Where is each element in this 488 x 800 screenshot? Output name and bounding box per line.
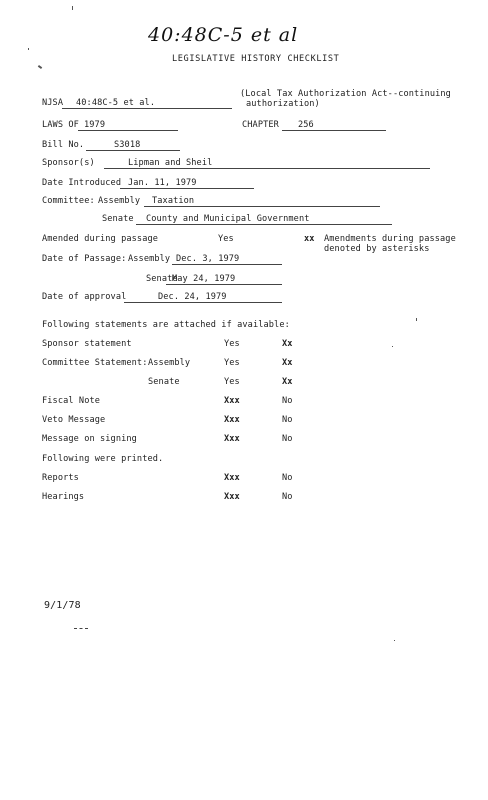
sponsors-label: Sponsor(s): [42, 158, 95, 168]
njsa-description: (Local Tax Authorization Act--continuing: [240, 89, 451, 99]
laws-of-label: LAWS OF: [42, 120, 79, 130]
statement-no: No: [282, 396, 293, 406]
bill-no-value: S3018: [114, 140, 141, 150]
statement-label: Committee Statement:: [42, 358, 148, 368]
passage-assembly-value: Dec. 3, 1979: [176, 254, 240, 264]
statement-no-struck: Xx: [282, 339, 293, 349]
laws-of-value: 1979: [84, 120, 106, 130]
statement-yes: Yes: [224, 358, 240, 368]
passage-label: Date of Passage:: [42, 254, 127, 264]
committee-senate-label: Senate: [102, 214, 134, 224]
approval-label: Date of approval: [42, 292, 127, 302]
scan-speck: [392, 346, 393, 347]
amended-note: Amendments during passage: [324, 234, 456, 244]
chapter-value: 256: [298, 120, 314, 130]
njsa-description-cont: authorization): [246, 99, 320, 109]
statement-yes: Yes: [224, 377, 240, 387]
njsa-label: NJSA: [42, 98, 64, 108]
printed-heading: Following were printed.: [42, 454, 164, 464]
scan-speck: [38, 65, 42, 69]
passage-assembly-label: Assembly: [128, 254, 171, 264]
approval-value: Dec. 24, 1979: [158, 292, 227, 302]
attached-heading: Following statements are attached if available:: [42, 320, 290, 330]
statement-label: Veto Message: [42, 415, 106, 425]
njsa-value: 40:48C-5 et al.: [76, 98, 156, 108]
committee-label: Committee:: [42, 196, 95, 206]
scan-speck: [28, 48, 29, 50]
passage-senate-value: May 24, 1979: [172, 274, 236, 284]
printed-no: No: [282, 473, 293, 483]
scan-speck: [416, 318, 417, 321]
chapter-label: CHAPTER: [242, 120, 279, 130]
amended-yes: Yes: [218, 234, 234, 244]
statement-no: No: [282, 434, 293, 444]
printed-yes-struck: Xxx: [224, 492, 240, 502]
committee-assembly-value: Taxation: [152, 196, 195, 206]
statement-no-struck: Xx: [282, 377, 293, 387]
statement-no-struck: Xx: [282, 358, 293, 368]
printed-no: No: [282, 492, 293, 502]
bill-no-label: Bill No.: [42, 140, 85, 150]
page-title: LEGISLATIVE HISTORY CHECKLIST: [172, 54, 340, 64]
sponsors-value: Lipman and Sheil: [128, 158, 213, 168]
footer-date: 9/1/78: [44, 600, 81, 611]
statement-label: Fiscal Note: [42, 396, 101, 406]
statement-no: No: [282, 415, 293, 425]
amended-note-cont: denoted by asterisks: [324, 244, 430, 254]
statement-sub-label: Assembly: [148, 358, 191, 368]
date-introduced-value: Jan. 11, 1979: [128, 178, 197, 188]
statement-sub-label: Senate: [148, 377, 180, 387]
scan-speck: [394, 640, 395, 641]
amended-label: Amended during passage: [42, 234, 159, 244]
scan-mark: [74, 628, 88, 629]
committee-senate-value: County and Municipal Government: [146, 214, 310, 224]
amended-no-struck: xx: [304, 234, 315, 244]
statement-yes-struck: Xxx: [224, 415, 240, 425]
printed-label: Reports: [42, 473, 79, 483]
statement-yes-struck: Xxx: [224, 434, 240, 444]
statement-yes-struck: Xxx: [224, 396, 240, 406]
statement-label: Sponsor statement: [42, 339, 132, 349]
committee-assembly-label: Assembly: [98, 196, 141, 206]
printed-yes-struck: Xxx: [224, 473, 240, 483]
date-introduced-label: Date Introduced: [42, 178, 122, 188]
statement-yes: Yes: [224, 339, 240, 349]
passage-senate-label: Senate: [146, 274, 178, 284]
printed-label: Hearings: [42, 492, 85, 502]
scan-speck: [72, 6, 73, 10]
statement-label: Message on signing: [42, 434, 137, 444]
handwritten-reference: 40:48C-5 et al: [148, 24, 299, 46]
